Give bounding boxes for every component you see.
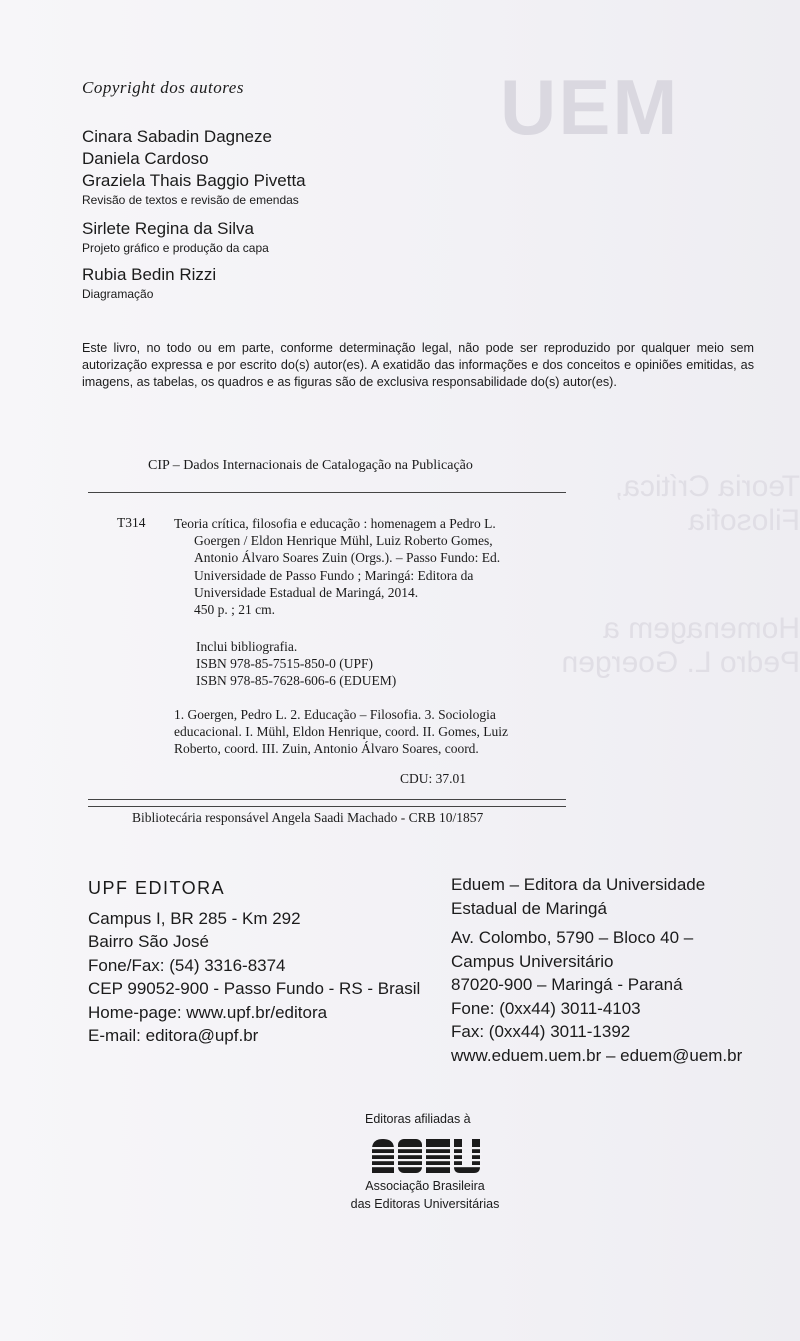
- cip-isbn: [196, 638, 396, 690]
- cdu-code: CDU: 37.01: [400, 771, 467, 786]
- cip-subjects: [174, 706, 574, 758]
- publisher-name: Estadual de Maringá: [451, 898, 607, 918]
- show-through-text: Teoria Crítica, Filosofia: [614, 470, 800, 537]
- credit-name: Daniela Cardoso: [82, 149, 209, 168]
- publisher-eduem: [451, 873, 742, 1067]
- credit-role: Revisão de textos e revisão de emendas: [82, 193, 299, 207]
- credit-block: [82, 218, 269, 256]
- abeu-logo: [370, 1135, 482, 1175]
- credit-role: Projeto gráfico e produção da capa: [82, 241, 269, 255]
- cip-line: Inclui bibliografia.: [196, 639, 298, 654]
- cip-record: [174, 515, 554, 618]
- phone-line: Fone: (0xx44) 3011-4103: [451, 998, 641, 1018]
- cip-line: Teoria crítica, filosofia e educação : homenagem a Pedro L.: [174, 516, 496, 531]
- show-through-text: Homenagem a Pedro L. Goergen: [561, 612, 800, 679]
- fax-line: Fax: (0xx44) 3011-1392: [451, 1022, 631, 1041]
- credit-block: [82, 264, 216, 302]
- credit-name: Graziela Thais Baggio Pivetta: [82, 171, 306, 190]
- address-line: Av. Colombo, 5790 – Bloco 40 –: [451, 928, 694, 947]
- divider: [88, 492, 566, 493]
- cip-title: CIP – Dados Internacionais de Catalogação na Publicação: [148, 458, 473, 473]
- cip-line: Roberto, coord. III. Zuin, Antonio Álvaro Soares, coord.: [174, 741, 479, 757]
- credit-name: Sirlete Regina da Silva: [82, 219, 254, 238]
- publisher-name: Eduem – Editora da Universidade: [451, 875, 706, 894]
- address-line: Campus I, BR 285 - Km 292: [88, 908, 301, 928]
- cip-line: Universidade de Passo Fundo ; Maringá: Editora da: [194, 567, 474, 583]
- abeu-name-line: Associação Brasileira: [365, 1179, 485, 1193]
- credit-block: [82, 126, 306, 208]
- address-line: CEP 99052-900 - Passo Fundo - RS - Brasil: [88, 979, 421, 998]
- cip-line: ISBN 978-85-7628-606-6 (EDUEM): [196, 673, 397, 689]
- abeu-name-line: das Editoras Universitárias: [350, 1197, 500, 1211]
- cip-line: ISBN 978-85-7515-850-0 (UPF): [196, 656, 373, 672]
- rights-notice: Este livro, no todo ou em parte, conforme determinação legal, não pode ser reproduzido por qualquer meio sem autorização expressa e por escrito do(s) autor(es). A exatidão das informações e dos conceitos e opiniões emitidas, as imagens, as tabelas, os quadros e as figuras são de exclusiva responsabilidade do(s) autor(es).: [82, 341, 754, 389]
- publisher-name: UPF EDITORA: [88, 878, 226, 898]
- abeu-name: [340, 1177, 510, 1213]
- address-line: Bairro São José: [88, 932, 209, 951]
- cip-line: 1. Goergen, Pedro L. 2. Educação – Filosofia. 3. Sociologia: [174, 707, 496, 722]
- address-line: 87020-900 – Maringá - Paraná: [451, 975, 683, 994]
- homepage-line: Home-page: www.upf.br/editora: [88, 1002, 328, 1022]
- show-through-logo: UEM: [500, 63, 680, 151]
- cip-line: educacional. I. Mühl, Eldon Henrique, coord. II. Gomes, Luiz: [174, 724, 509, 740]
- divider: [88, 806, 566, 807]
- divider: [88, 799, 566, 800]
- cip-call-number: T314: [117, 515, 146, 530]
- credit-name: Cinara Sabadin Dagneze: [82, 127, 272, 146]
- phone-line: Fone/Fax: (54) 3316-8374: [88, 955, 286, 975]
- credit-name: Rubia Bedin Rizzi: [82, 265, 217, 284]
- librarian-credit: Bibliotecária responsável Angela Saadi Machado - CRB 10/1857: [132, 810, 484, 825]
- web-email-line: www.eduem.uem.br – eduem@uem.br: [451, 1045, 743, 1065]
- address-line: Campus Universitário: [451, 951, 614, 971]
- cip-line: Universidade Estadual de Maringá, 2014.: [194, 584, 419, 600]
- affiliation-label: Editoras afiliadas à: [365, 1112, 471, 1126]
- publisher-upf: [88, 877, 420, 1048]
- cip-line: Antonio Álvaro Soares Zuin (Orgs.). – Passo Fundo: Ed.: [194, 550, 501, 566]
- cip-line: Goergen / Eldon Henrique Mühl, Luiz Roberto Gomes,: [194, 533, 493, 549]
- copyright-heading: Copyright dos autores: [82, 78, 244, 97]
- credit-role: Diagramação: [82, 287, 154, 301]
- email-line: E-mail: editora@upf.br: [88, 1026, 259, 1045]
- cip-line: 450 p. ; 21 cm.: [194, 602, 275, 618]
